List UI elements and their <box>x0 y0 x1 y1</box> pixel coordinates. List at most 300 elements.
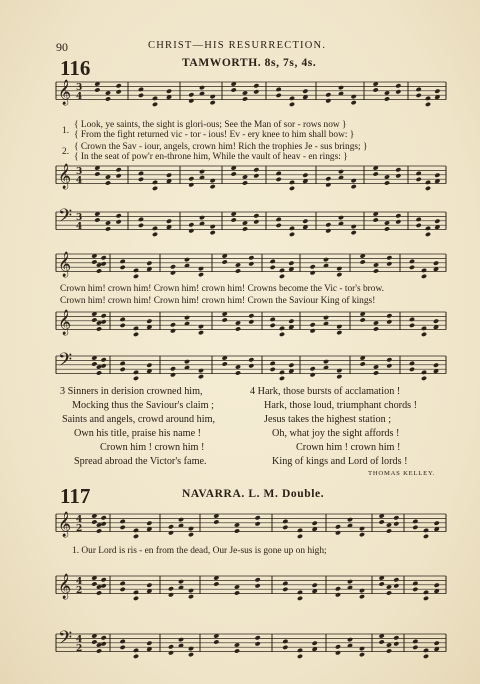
note-head <box>120 323 126 328</box>
note-head <box>222 259 228 264</box>
note-head <box>253 173 259 178</box>
note-head <box>242 96 248 101</box>
note-head <box>231 217 237 222</box>
note-head <box>101 363 107 368</box>
verse-3-line: Saints and angels, crowd around him, <box>62 414 216 425</box>
note-head <box>412 639 418 644</box>
note-head <box>152 186 158 191</box>
note-head <box>231 87 237 92</box>
note-head <box>386 528 392 533</box>
note-head <box>423 590 429 595</box>
note-head <box>91 259 97 264</box>
note-head <box>133 654 139 659</box>
verse-number-1: 1. <box>62 126 70 136</box>
note-head <box>338 215 344 220</box>
note-head <box>310 270 316 275</box>
note-head <box>120 645 126 650</box>
note-head <box>412 587 418 592</box>
note-head <box>336 324 342 329</box>
note-head <box>434 89 440 94</box>
note-head <box>138 177 144 182</box>
note-head <box>359 588 365 593</box>
note-head <box>248 313 254 318</box>
note-head <box>120 639 126 644</box>
note-head <box>96 370 102 375</box>
note-head <box>188 176 194 181</box>
note-head <box>146 363 152 368</box>
note-head <box>270 367 276 372</box>
note-head <box>255 583 261 588</box>
note-head <box>138 217 144 222</box>
verse-3-line: Own his title, praise his name ! <box>74 428 202 439</box>
note-head <box>146 641 152 646</box>
refrain-line-2: Crown him! crown him! Crown him! crown him! Crown the Saviour King of kings! <box>60 296 376 306</box>
note-head <box>213 519 219 524</box>
note-head <box>423 528 429 533</box>
note-head <box>170 270 176 275</box>
verse-number-2: 2. <box>62 147 70 157</box>
note-head <box>120 581 126 586</box>
note-head <box>94 217 100 222</box>
note-head <box>138 87 144 92</box>
note-head <box>302 173 308 178</box>
note-head <box>133 528 139 533</box>
note-head <box>91 519 97 524</box>
note-head <box>416 93 422 98</box>
note-head <box>434 173 440 178</box>
note-head <box>188 92 194 97</box>
note-head <box>373 268 379 273</box>
author-attribution: THOMAS KELLEY. <box>368 470 436 477</box>
note-head <box>210 224 216 229</box>
note-head <box>242 226 248 231</box>
note-head <box>116 83 122 88</box>
note-head <box>335 592 341 597</box>
treble-clef: 𝄞 <box>58 574 72 599</box>
note-head <box>101 319 107 324</box>
note-head <box>276 93 282 98</box>
note-head <box>133 590 139 595</box>
note-head <box>199 85 205 90</box>
note-head <box>338 85 344 90</box>
note-head <box>425 186 431 191</box>
note-head <box>101 515 107 520</box>
note-head <box>379 581 385 586</box>
note-head <box>120 265 126 270</box>
note-head <box>412 519 418 524</box>
note-head <box>282 645 288 650</box>
note-head <box>198 374 204 379</box>
note-head <box>335 524 341 529</box>
note-head <box>412 581 418 586</box>
note-head <box>351 178 357 183</box>
note-head <box>234 528 240 533</box>
note-head <box>253 167 259 172</box>
note-head <box>289 186 295 191</box>
note-head <box>310 366 316 371</box>
note-head <box>351 100 357 105</box>
note-head <box>325 222 331 227</box>
note-head <box>248 363 254 368</box>
note-head <box>335 650 341 655</box>
note-head <box>386 319 392 324</box>
note-head <box>282 525 288 530</box>
note-head <box>248 261 254 266</box>
note-head <box>138 223 144 228</box>
note-head <box>248 319 254 324</box>
note-head <box>138 93 144 98</box>
time-signature: 4 <box>76 577 83 587</box>
note-head <box>255 521 261 526</box>
note-head <box>116 173 122 178</box>
note-head <box>416 87 422 92</box>
note-head <box>235 268 241 273</box>
note-head <box>323 315 329 320</box>
note-head <box>433 363 439 368</box>
note-head <box>276 87 282 92</box>
verse-4-line: 4 Hark, those bursts of acclamation ! <box>250 386 401 397</box>
note-head <box>234 590 240 595</box>
note-head <box>433 319 439 324</box>
note-head <box>168 530 174 535</box>
note-head <box>434 583 440 588</box>
note-head <box>222 317 228 322</box>
note-head <box>423 596 429 601</box>
note-head <box>168 586 174 591</box>
note-head <box>289 96 295 101</box>
note-head <box>434 641 440 646</box>
note-head <box>395 89 401 94</box>
note-head <box>270 259 276 264</box>
note-head <box>231 171 237 176</box>
note-head <box>170 372 176 377</box>
note-head <box>325 182 331 187</box>
note-head <box>133 326 139 331</box>
note-head <box>393 583 399 588</box>
note-head <box>310 264 316 269</box>
note-head <box>347 517 353 522</box>
note-head <box>336 368 342 373</box>
note-head <box>133 596 139 601</box>
note-head <box>393 515 399 520</box>
note-head <box>359 526 365 531</box>
note-head <box>393 635 399 640</box>
note-head <box>133 332 139 337</box>
note-head <box>288 261 294 266</box>
note-head <box>279 332 285 337</box>
note-head <box>323 359 329 364</box>
hymn-number-117: 117 <box>60 484 91 508</box>
verse-4-line: Crown him ! crown him ! <box>296 442 401 453</box>
note-head <box>289 102 295 107</box>
note-head <box>96 648 102 653</box>
note-head <box>336 374 342 379</box>
note-head <box>312 521 318 526</box>
note-head <box>116 213 122 218</box>
note-head <box>335 586 341 591</box>
time-signature: 4 <box>76 515 83 525</box>
note-head <box>96 590 102 595</box>
note-head <box>297 590 303 595</box>
note-head <box>101 357 107 362</box>
note-head <box>188 588 194 593</box>
verse-3-line: Spread abroad the Victor's fame. <box>74 456 207 467</box>
note-head <box>94 87 100 92</box>
note-head <box>166 173 172 178</box>
note-head <box>235 370 241 375</box>
note-head <box>184 359 190 364</box>
note-head <box>386 261 392 266</box>
note-head <box>325 228 331 233</box>
note-head <box>360 317 366 322</box>
note-head <box>168 592 174 597</box>
note-head <box>133 268 139 273</box>
note-head <box>91 361 97 366</box>
note-head <box>235 326 241 331</box>
note-head <box>373 87 379 92</box>
note-head <box>188 98 194 103</box>
note-head <box>170 366 176 371</box>
note-head <box>270 265 276 270</box>
verse-3-line: 3 Sinners in derision crowned him, <box>60 386 203 397</box>
note-head <box>94 171 100 176</box>
note-head <box>421 326 427 331</box>
treble-clef: 𝄞 <box>58 512 72 537</box>
note-head <box>282 639 288 644</box>
note-head <box>152 102 158 107</box>
note-head <box>433 261 439 266</box>
verse-4-line: Hark, those loud, triumphant chords ! <box>264 400 418 411</box>
time-signature: 4 <box>76 635 83 645</box>
note-head <box>170 322 176 327</box>
note-head <box>152 180 158 185</box>
note-head <box>116 167 122 172</box>
note-head <box>96 326 102 331</box>
note-head <box>253 213 259 218</box>
note-head <box>101 261 107 266</box>
note-head <box>412 525 418 530</box>
verse-3-line: Mocking thus the Saviour's claim ; <box>72 400 214 411</box>
lyric-line-1a: { Look, ye saints, the sight is glori-ous; See the Man of sor - rows now } <box>74 120 347 130</box>
note-head <box>386 357 392 362</box>
note-head <box>188 652 194 657</box>
note-head <box>359 594 365 599</box>
note-head <box>198 368 204 373</box>
note-head <box>234 648 240 653</box>
note-head <box>409 259 415 264</box>
note-head <box>423 648 429 653</box>
note-head <box>289 180 295 185</box>
refrain-line-1: Crown him! crown him! Crown him! crown him! Crowns become the Vic - tor's brow. <box>60 284 384 294</box>
note-head <box>386 363 392 368</box>
treble-clef: 𝄞 <box>58 252 72 277</box>
note-head <box>338 169 344 174</box>
note-head <box>210 230 216 235</box>
note-head <box>253 83 259 88</box>
note-head <box>416 171 422 176</box>
note-head <box>384 180 390 185</box>
note-head <box>425 180 431 185</box>
note-head <box>178 517 184 522</box>
note-head <box>351 94 357 99</box>
note-head <box>91 639 97 644</box>
note-head <box>297 648 303 653</box>
note-head <box>302 89 308 94</box>
note-head <box>255 515 261 520</box>
note-head <box>373 326 379 331</box>
note-head <box>297 654 303 659</box>
note-head <box>105 96 111 101</box>
note-head <box>297 534 303 539</box>
note-head <box>416 223 422 228</box>
note-head <box>210 178 216 183</box>
note-head <box>297 528 303 533</box>
note-head <box>393 641 399 646</box>
note-head <box>409 323 415 328</box>
bass-clef: 𝄢 <box>58 206 73 231</box>
note-head <box>379 519 385 524</box>
lyric-line-2a: { Crown the Sav - iour, angels, crown him! Rich the trophies Je - sus brings; } <box>74 142 368 152</box>
note-head <box>288 363 294 368</box>
tune-name-navarra: NAVARRA. L. M. Double. <box>182 488 325 500</box>
page-number: 90 <box>56 40 68 54</box>
note-head <box>101 577 107 582</box>
bass-clef: 𝄢 <box>58 628 73 653</box>
note-head <box>425 226 431 231</box>
verse-4-line: Jesus takes the highest station ; <box>264 414 392 425</box>
note-head <box>412 645 418 650</box>
note-head <box>146 261 152 266</box>
note-head <box>168 650 174 655</box>
note-head <box>276 171 282 176</box>
note-head <box>312 641 318 646</box>
note-head <box>270 323 276 328</box>
note-head <box>409 361 415 366</box>
note-head <box>373 217 379 222</box>
note-head <box>279 376 285 381</box>
note-head <box>386 590 392 595</box>
note-head <box>188 228 194 233</box>
note-head <box>199 215 205 220</box>
note-head <box>101 255 107 260</box>
note-head <box>351 230 357 235</box>
note-head <box>188 646 194 651</box>
lyric-line-117: 1. Our Lord is ris - en from the dead, Our Je-sus is gone up on high; <box>72 546 327 556</box>
note-head <box>351 184 357 189</box>
note-head <box>105 180 111 185</box>
note-head <box>336 266 342 271</box>
note-head <box>184 257 190 262</box>
note-head <box>152 96 158 101</box>
note-head <box>409 317 415 322</box>
note-head <box>335 644 341 649</box>
note-head <box>409 265 415 270</box>
treble-clef: 𝄞 <box>58 164 72 189</box>
note-head <box>279 370 285 375</box>
note-head <box>310 322 316 327</box>
note-head <box>120 259 126 264</box>
note-head <box>170 264 176 269</box>
note-head <box>133 648 139 653</box>
note-head <box>105 226 111 231</box>
note-head <box>421 268 427 273</box>
note-head <box>188 532 194 537</box>
note-head <box>270 317 276 322</box>
note-head <box>248 357 254 362</box>
treble-clef: 𝄞 <box>58 310 72 335</box>
note-head <box>133 274 139 279</box>
note-head <box>395 167 401 172</box>
note-head <box>336 330 342 335</box>
note-head <box>359 652 365 657</box>
note-head <box>425 232 431 237</box>
note-head <box>120 587 126 592</box>
note-head <box>416 217 422 222</box>
note-head <box>199 169 205 174</box>
note-head <box>395 83 401 88</box>
lyric-line-1b: { From the fight returned vic - tor - ious! Ev - ery knee to him shall bow: } <box>74 130 355 140</box>
note-head <box>166 219 172 224</box>
note-head <box>170 328 176 333</box>
note-head <box>347 579 353 584</box>
time-signature: 3 <box>76 213 83 223</box>
note-head <box>178 579 184 584</box>
note-head <box>323 257 329 262</box>
note-head <box>255 641 261 646</box>
note-head <box>434 219 440 224</box>
note-head <box>152 226 158 231</box>
note-head <box>395 219 401 224</box>
note-head <box>255 635 261 640</box>
note-head <box>289 226 295 231</box>
note-head <box>336 272 342 277</box>
note-head <box>146 583 152 588</box>
running-title: CHRIST—HIS RESURRECTION. <box>148 40 327 51</box>
note-head <box>101 583 107 588</box>
lyric-line-2b: { In the seat of pow'r en-throne him, While the vault of heav - en rings: } <box>74 152 348 162</box>
note-head <box>279 274 285 279</box>
note-head <box>297 596 303 601</box>
treble-clef: 𝄞 <box>58 80 72 105</box>
note-head <box>325 98 331 103</box>
note-head <box>386 255 392 260</box>
note-head <box>270 361 276 366</box>
note-head <box>120 519 126 524</box>
note-head <box>373 370 379 375</box>
note-head <box>351 224 357 229</box>
tune-name-tamworth: TAMWORTH. 8s, 7s, 4s. <box>182 57 317 69</box>
note-head <box>325 176 331 181</box>
note-head <box>425 102 431 107</box>
note-head <box>421 376 427 381</box>
note-head <box>188 594 194 599</box>
note-head <box>393 521 399 526</box>
note-head <box>198 330 204 335</box>
note-head <box>386 313 392 318</box>
note-head <box>101 521 107 526</box>
note-head <box>198 272 204 277</box>
note-head <box>222 361 228 366</box>
note-head <box>166 89 172 94</box>
note-head <box>310 372 316 377</box>
note-head <box>289 232 295 237</box>
note-head <box>96 268 102 273</box>
note-head <box>188 222 194 227</box>
note-head <box>101 635 107 640</box>
note-head <box>409 367 415 372</box>
note-head <box>120 361 126 366</box>
note-head <box>393 577 399 582</box>
